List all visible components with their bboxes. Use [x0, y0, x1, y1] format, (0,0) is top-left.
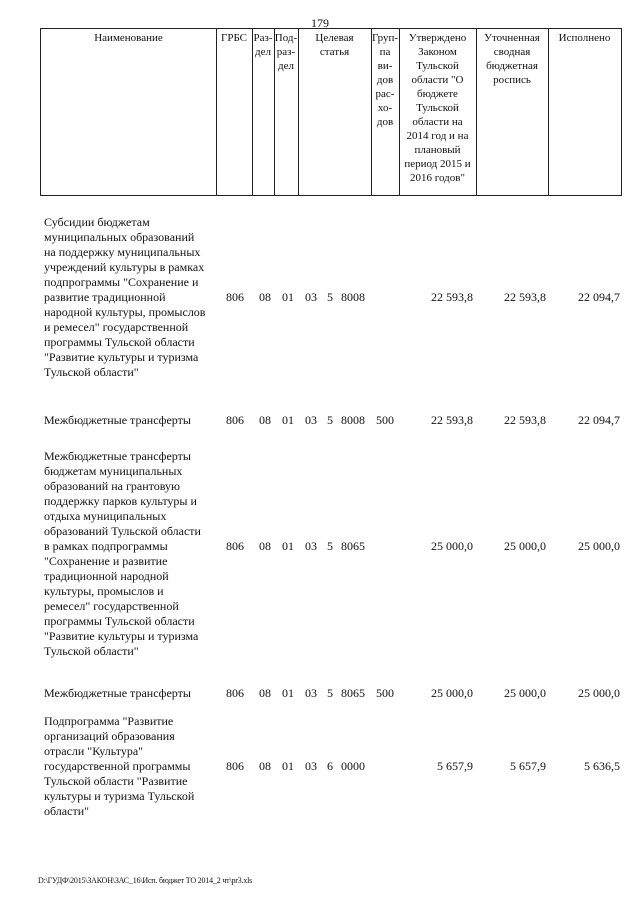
row-name-line: отрасли "Культура" [44, 744, 144, 758]
header-gruppa: Груп- па ви- дов рас- хо- дов [371, 29, 400, 195]
row-name [44, 714, 222, 819]
cell-razdel: 08 [259, 539, 271, 553]
cell-executed: 25 000,0 [578, 686, 620, 700]
row-name-line: образований на грантовую [44, 479, 180, 493]
cell-vr: 500 [376, 686, 394, 700]
row-name-line: "Развитие культуры и туризма [44, 350, 199, 364]
header-name: Наименование [41, 29, 217, 195]
cell-vr: 500 [376, 413, 394, 427]
header-ispolneno: Исполнено [558, 32, 611, 44]
row-name [44, 449, 222, 659]
cell-razdel: 08 [259, 759, 271, 773]
row-name-line: культуры, промыслов и [44, 584, 164, 598]
page-number: 179 [311, 16, 329, 30]
row-name [44, 686, 222, 701]
header-celevaya: Целевая статья [298, 29, 372, 195]
row-name-line: Межбюджетные трансферты [44, 413, 191, 427]
file-path-footer: D:\ГУДФ\2015\ЗАКОН\ЗАС_16\Исп. бюджет ТО 2014_2 чт\pr3.xls [38, 876, 253, 885]
cell-grbs: 806 [226, 413, 244, 427]
row-name-line: бюджетам муниципальных [44, 464, 183, 478]
cell-cs3: 8065 [341, 539, 365, 553]
cell-refined: 25 000,0 [504, 686, 546, 700]
cell-approved: 25 000,0 [431, 539, 473, 553]
cell-refined: 5 657,9 [510, 759, 546, 773]
cell-approved: 25 000,0 [431, 686, 473, 700]
header-grbs: ГРБС [216, 29, 253, 195]
cell-executed: 22 094,7 [578, 413, 620, 427]
cell-cs3: 8065 [341, 686, 365, 700]
cell-executed: 22 094,7 [578, 290, 620, 304]
cell-podrazdel: 01 [282, 539, 294, 553]
row-name-line: традиционной народной [44, 569, 169, 583]
cell-cs2: 5 [327, 290, 333, 304]
row-name-line: учреждений культуры в рамках [44, 260, 205, 274]
row-name-line: муниципальных образований [44, 230, 195, 244]
cell-cs2: 5 [327, 686, 333, 700]
row-name-line: развитие традиционной [44, 290, 166, 304]
header-podrazdel: Под- раз- дел [274, 29, 299, 195]
row-name [44, 413, 222, 428]
row-name-line: "Сохранение и развитие [44, 554, 168, 568]
cell-grbs: 806 [226, 759, 244, 773]
row-name-line: отдыха муниципальных [44, 509, 167, 523]
cell-podrazdel: 01 [282, 686, 294, 700]
row-name-line: организаций образования [44, 729, 175, 743]
row-name-line: Межбюджетные трансферты [44, 449, 191, 463]
cell-podrazdel: 01 [282, 290, 294, 304]
row-name-line: ремесел" государственной [44, 599, 179, 613]
row-name-line: области" [44, 804, 90, 818]
cell-razdel: 08 [259, 686, 271, 700]
cell-grbs: 806 [226, 539, 244, 553]
cell-refined: 22 593,8 [504, 413, 546, 427]
cell-refined: 22 593,8 [504, 290, 546, 304]
row-name-line: культуры и туризма Тульской [44, 789, 195, 803]
row-name-line: на поддержку муниципальных [44, 245, 201, 259]
cell-approved: 5 657,9 [437, 759, 473, 773]
cell-podrazdel: 01 [282, 413, 294, 427]
row-name-line: Субсидии бюджетам [44, 215, 150, 229]
header-utverzhdeno: Утверждено Законом Тульской области "О бюджете Тульской области на 2014 год и на плановый период 2015 и 2016 годов" [399, 29, 477, 195]
cell-approved: 22 593,8 [431, 290, 473, 304]
row-name [44, 215, 222, 380]
row-name-line: программы Тульской области [44, 614, 195, 628]
row-name-line: и ремесел" государственной [44, 320, 189, 334]
table-header [40, 28, 622, 196]
cell-cs1: 03 [305, 290, 317, 304]
row-name-line: образований Тульской области [44, 524, 201, 538]
cell-refined: 25 000,0 [504, 539, 546, 553]
cell-cs1: 03 [305, 759, 317, 773]
row-name-line: государственной программы [44, 759, 191, 773]
cell-cs3: 8008 [341, 413, 365, 427]
cell-cs2: 5 [327, 539, 333, 553]
row-name-line: Тульской области" [44, 644, 139, 658]
cell-cs1: 03 [305, 539, 317, 553]
row-name-line: поддержку парков культуры и [44, 494, 197, 508]
cell-razdel: 08 [259, 413, 271, 427]
row-name-line: подпрограммы "Сохранение и [44, 275, 199, 289]
row-name-line: программы Тульской области [44, 335, 195, 349]
cell-executed: 5 636,5 [584, 759, 620, 773]
row-name-line: в рамках подпрограммы [44, 539, 168, 553]
cell-cs2: 6 [327, 759, 333, 773]
cell-podrazdel: 01 [282, 759, 294, 773]
cell-cs1: 03 [305, 686, 317, 700]
cell-cs1: 03 [305, 413, 317, 427]
row-name-line: Тульской области" [44, 365, 139, 379]
header-utochnennaya: Уточненная сводная бюджетная роспись [476, 29, 549, 195]
row-name-line: "Развитие культуры и туризма [44, 629, 199, 643]
row-name-line: народной культуры, промыслов [44, 305, 206, 319]
cell-cs2: 5 [327, 413, 333, 427]
row-name-line: Подпрограмма "Развитие [44, 714, 174, 728]
cell-razdel: 08 [259, 290, 271, 304]
row-name-line: Межбюджетные трансферты [44, 686, 191, 700]
cell-approved: 22 593,8 [431, 413, 473, 427]
cell-cs3: 0000 [341, 759, 365, 773]
cell-executed: 25 000,0 [578, 539, 620, 553]
cell-grbs: 806 [226, 290, 244, 304]
row-name-line: Тульской области "Развитие [44, 774, 188, 788]
header-razdel: Раз- дел [252, 29, 275, 195]
cell-grbs: 806 [226, 686, 244, 700]
cell-cs3: 8008 [341, 290, 365, 304]
